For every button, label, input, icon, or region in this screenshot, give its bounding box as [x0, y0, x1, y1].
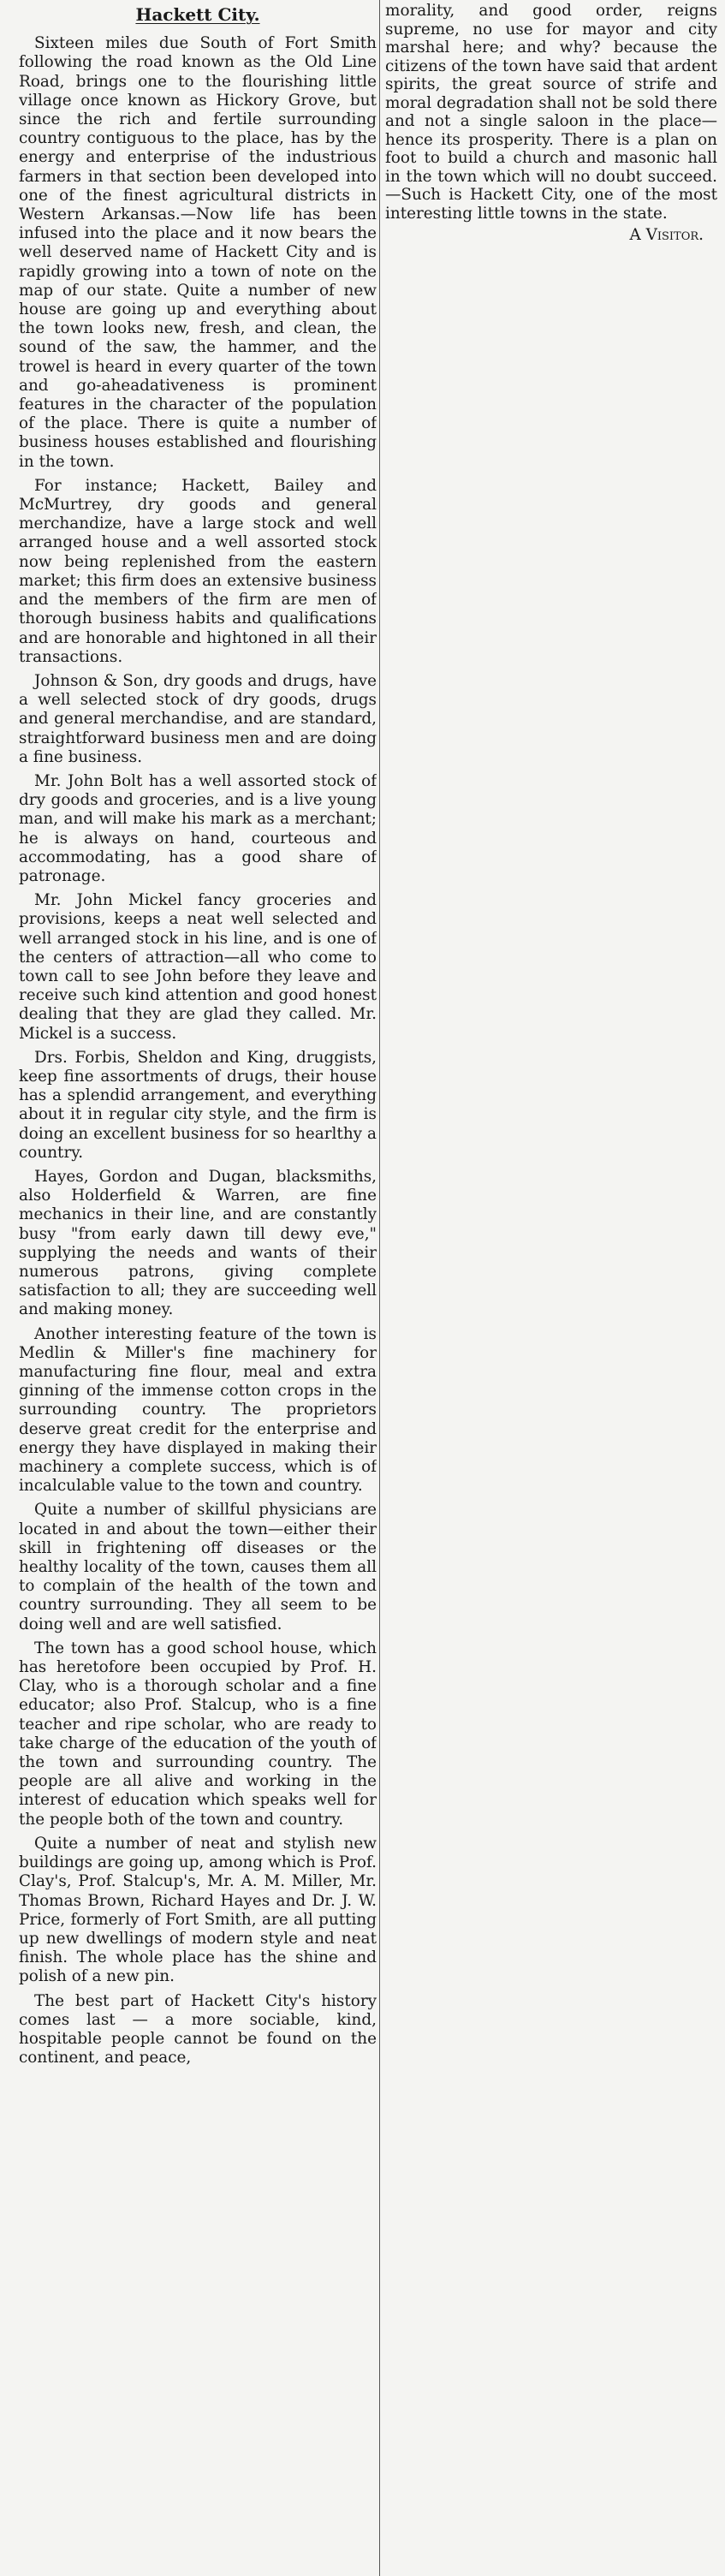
article-paragraph: Another interesting feature of the town is Medlin & Miller's fine machinery for manufacturing fine flour, meal and extra ginning of the immense cotton crops in the surrounding country. The proprietors deserve great credit for the enterprise and energy they have displayed in making their machinery a complete success, which is of incalculable value to the town and country.	[19, 1324, 377, 1496]
column-divider	[379, 0, 380, 2576]
article-paragraph: Johnson & Son, dry goods and drugs, have a well selected stock of dry goods, drugs and general merchandise, and are standard, straightforward business men and are doing a fine business.	[19, 671, 377, 766]
article-paragraph: Quite a number of neat and stylish new buildings are going up, among which is Prof. Clay's, Prof. Stalcup's, Mr. A. M. Miller, Mr. Thomas Brown, Richard Hayes and Dr. J. W. Price, formerly of Fort Smith, are all putting up new dwellings of modern style and neat finish. The whole place has the shine and polish of a new pin.	[19, 1834, 377, 1986]
article-paragraph: Mr. John Mickel fancy groceries and provisions, keeps a neat well selected and well arranged stock in his line, and is one of the centers of attraction—all who come to town call to see John before they leave and receive such kind attention and good honest dealing that they are glad they called. Mr. Mickel is a success.	[19, 891, 377, 1043]
article-signature: A Visitor.	[629, 226, 704, 244]
article-headline: Hackett City.	[135, 4, 260, 25]
article-paragraph: Drs. Forbis, Sheldon and King, druggists, keep fine assortments of drugs, their house has a splendid arrangement, and everything about it in regular city style, and the firm is doing an excellent business for so hearlthy a country.	[19, 1048, 377, 1162]
article-column-right	[385, 0, 717, 245]
article-paragraph: The town has a good school house, which has heretofore been occupied by Prof. H. Clay, who is a thorough scholar and a fine educator; also Prof. Stalcup, who is a fine teacher and ripe scholar, who are ready to take charge of the education of the youth of the town and surrounding country. The people are all alive and working in the interest of education which speaks well for the people both of the town and country.	[19, 1639, 377, 1829]
article-continuation: morality, and good order, reigns supreme, no use for mayor and city marshal here; and why? because the citizens of the town have said that ardent spirits, the great source of strife and moral degradation shall not be sold there and not a single saloon in the place—hence its prosperity. There is a plan on foot to build a church and masonic hall in the town which will no doubt succeed.—Such is Hackett City, one of the most interesting little towns in the state.	[385, 2, 717, 223]
article-paragraph: Mr. John Bolt has a well assorted stock of dry goods and groceries, and is a live young man, and will make his mark as a merchant; he is always on hand, courteous and accommodating, has a good share of patronage.	[19, 771, 377, 885]
article-paragraph: Quite a number of skillful physicians are located in and about the town—either their skill in frightening off diseases or the healthy locality of the town, causes them all to complain of the health of the town and country surrounding. They all seem to be doing well and are well satisfied.	[19, 1501, 377, 1633]
article-paragraph: The best part of Hackett City's history comes last — a more sociable, kind, hospitable people cannot be found on the continent, and peace,	[19, 1991, 377, 2067]
article-column-left	[19, 0, 377, 2576]
article-paragraph: Hayes, Gordon and Dugan, blacksmiths, also Holderfield & Warren, are fine mechanics in their line, and are constantly busy "from early dawn till dewy eve," supplying the needs and wants of their numerous patrons, giving complete satisfaction to all; they are succeeding well and making money.	[19, 1167, 377, 1319]
article-paragraph: For instance; Hackett, Bailey and McMurtrey, dry goods and general merchandize, have a large stock and well arranged house and a well assorted stock now being replenished from the eastern market; this firm does an extensive business and the members of the firm are men of thorough business habits and qualifications and are honorable and hightoned in all their transactions.	[19, 476, 377, 666]
article-paragraph: Sixteen miles due South of Fort Smith following the road known as the Old Line Road, brings one to the flourishing little village once known as Hickory Grove, but since the rich and fertile surrounding country contiguous to the place, has by the energy and enterprise of the industrious farmers in that section been developed into one of the finest agricultural districts in Western Arkansas.—Now life has been infused into the place and it now bears the well deserved name of Hackett City and is rapidly growing into a town of note on the map of our state. Quite a number of new house are going up and everything about the town looks new, fresh, and clean, the sound of the saw, the hammer, and the trowel is heard in every quarter of the town and go-aheadativeness is prominent features in the character of the population of the place. There is quite a number of business houses established and flourishing in the town.	[19, 34, 377, 471]
